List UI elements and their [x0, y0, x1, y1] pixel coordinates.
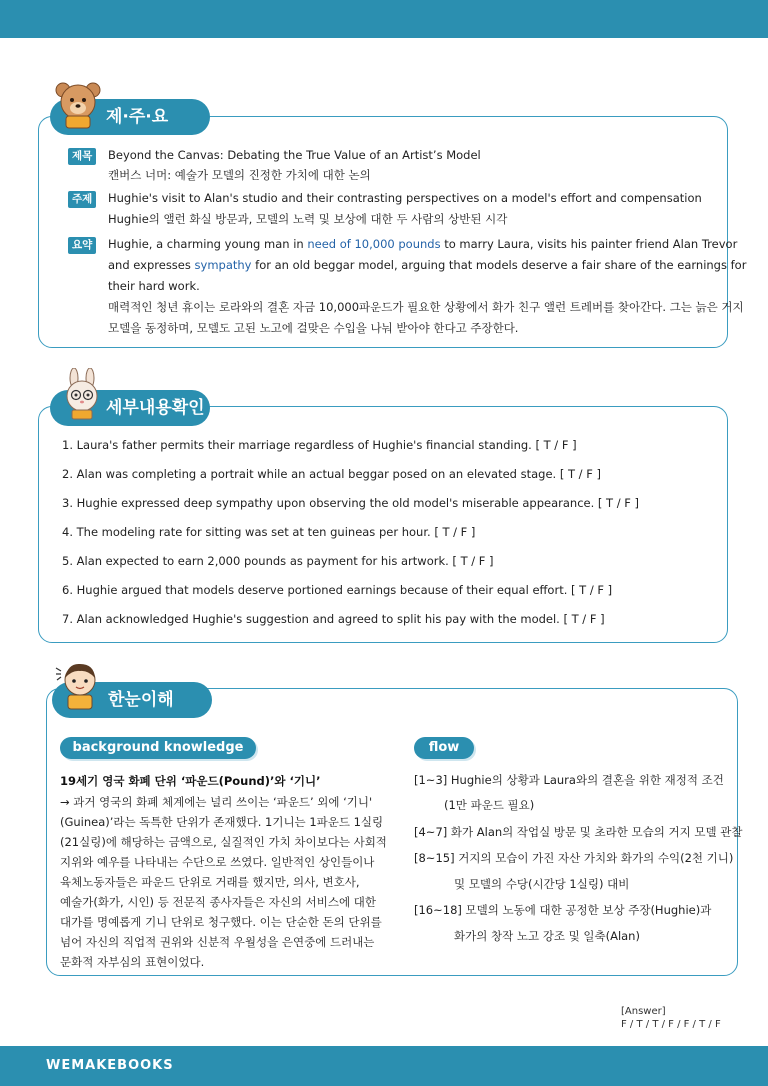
theme-tag: 주제: [68, 191, 96, 208]
background-line: 예술가(화가, 시인) 등 전문직 종사자들은 자신의 서비스에 대한: [60, 895, 376, 909]
background-body: [60, 792, 387, 972]
background-line: 육체노동자들은 파운드 단위로 거래를 했지만, 의사, 변호사,: [60, 875, 360, 889]
theme-english: Hughie's visit to Alan's studio and their contrasting perspectives on a model's effort and compensation: [108, 191, 702, 205]
answer-key: [621, 1005, 721, 1031]
background-heading: 19세기 영국 화폐 단위 ‘파운드(Pound)’와 ‘기니’: [60, 774, 321, 788]
background-line: 지위와 예우를 나타내는 수단으로 쓰였다. 일반적인 상인들이나: [60, 855, 375, 869]
rabbit-mascot-icon: [56, 368, 108, 420]
abstract-highlight-sympathy: sympathy: [194, 258, 252, 272]
answer-value: F / T / T / F / F / T / F: [621, 1019, 721, 1030]
background-line: 대가를 명예롭게 기니 단위로 청구했다. 이는 단순한 돈의 단위를: [60, 915, 382, 929]
abstract-line-4: 매력적인 청년 휴이는 로라와의 결혼 자금 10,000파운드가 필요한 상황에서 화가 친구 앨런 트레버를 찾아간다. 그는 늙은 거지: [108, 300, 744, 314]
title-english: Beyond the Canvas: Debating the True Value of an Artist’s Model: [108, 148, 481, 162]
flow-step-4-note: 화가의 창작 노고 강조 및 일축(Alan): [454, 929, 640, 943]
boy-mascot-icon: [54, 658, 106, 710]
question-2: 2. Alan was completing a portrait while an actual beggar posed on an elevated stage. [ T / F ]: [62, 467, 601, 481]
background-line: (Guinea)’라는 독특한 단위가 존재했다. 1기니는 1파운드 1실링: [60, 815, 384, 829]
theme-korean: Hughie의 앨런 화실 방문과, 모델의 노력 및 보상에 대한 두 사람의 상반된 시각: [108, 212, 508, 226]
title-tag: 제목: [68, 148, 96, 165]
overview-section-title: 한눈이해: [52, 682, 212, 718]
question-4: 4. The modeling rate for sitting was set at ten guineas per hour. [ T / F ]: [62, 525, 476, 539]
brand-logo: WEMAKEBOOKS: [46, 1058, 174, 1073]
abstract-highlight-need: need of 10,000 pounds: [307, 237, 441, 251]
top-banner: [0, 0, 768, 38]
title-korean: 캔버스 너머: 예술가 모델의 진정한 가치에 대한 논의: [108, 168, 371, 182]
summary-section-title: 제·주·요: [50, 99, 210, 135]
question-7: 7. Alan acknowledged Hughie's suggestion and agreed to split his pay with the model. [ T / F ]: [62, 612, 605, 626]
background-line: → 과거 영국의 화폐 체계에는 널리 쓰이는 ‘파운드’ 외에 ‘기니': [60, 795, 373, 809]
flow-step-2: [4~7] 화가 Alan의 작업실 방문 및 초라한 모습의 거지 모델 관찰: [414, 825, 743, 839]
question-5: 5. Alan expected to earn 2,000 pounds as payment for his artwork. [ T / F ]: [62, 554, 494, 568]
question-1: 1. Laura's father permits their marriage regardless of Hughie's financial standing. [ T / F ]: [62, 438, 577, 452]
abstract-line-5: 모델을 동정하며, 모델도 고된 노고에 걸맞은 수입을 나눠 받아야 한다고 주장한다.: [108, 321, 519, 335]
background-line: 넘어 자신의 직업적 권위와 신분적 우월성을 은연중에 드러내는: [60, 935, 375, 949]
abstract-line-2: and expresses sympathy for an old beggar model, arguing that models deserve a fair share of the earnings for: [108, 258, 747, 272]
background-knowledge-label: background knowledge: [60, 737, 256, 759]
abstract-line-1: Hughie, a charming young man in need of 10,000 pounds to marry Laura, visits his painter friend Alan Trevor: [108, 237, 738, 251]
question-6: 6. Hughie argued that models deserve portioned earnings because of their equal effort. [ T / F ]: [62, 583, 613, 597]
detail-section-title: 세부내용확인: [50, 390, 210, 426]
flow-step-3-note: 및 모델의 수당(시간당 1실링) 대비: [454, 877, 630, 891]
flow-step-3: [8~15] 거지의 모습이 가진 자산 가치와 화가의 수익(2천 기니): [414, 851, 734, 865]
flow-step-1: [1~3] Hughie의 상황과 Laura와의 결혼을 위한 재정적 조건: [414, 773, 724, 787]
abstract-tag: 요약: [68, 237, 96, 254]
question-3: 3. Hughie expressed deep sympathy upon observing the old model's miserable appearance. [ T / F ]: [62, 496, 640, 510]
bottom-banner: [0, 1046, 768, 1086]
bear-mascot-icon: [52, 78, 104, 130]
flow-label: flow: [414, 737, 474, 759]
answer-label: [Answer]: [621, 1006, 666, 1017]
flow-step-1-note: (1만 파운드 필요): [444, 798, 535, 812]
background-line: (21실링)에 해당하는 금액으로, 실질적인 가치 차이보다는 사회적: [60, 835, 387, 849]
flow-step-4: [16~18] 모델의 노동에 대한 공정한 보상 주장(Hughie)과: [414, 903, 712, 917]
abstract-line-3: their hard work.: [108, 279, 200, 293]
background-line: 문화적 자부심의 표현이었다.: [60, 955, 205, 969]
